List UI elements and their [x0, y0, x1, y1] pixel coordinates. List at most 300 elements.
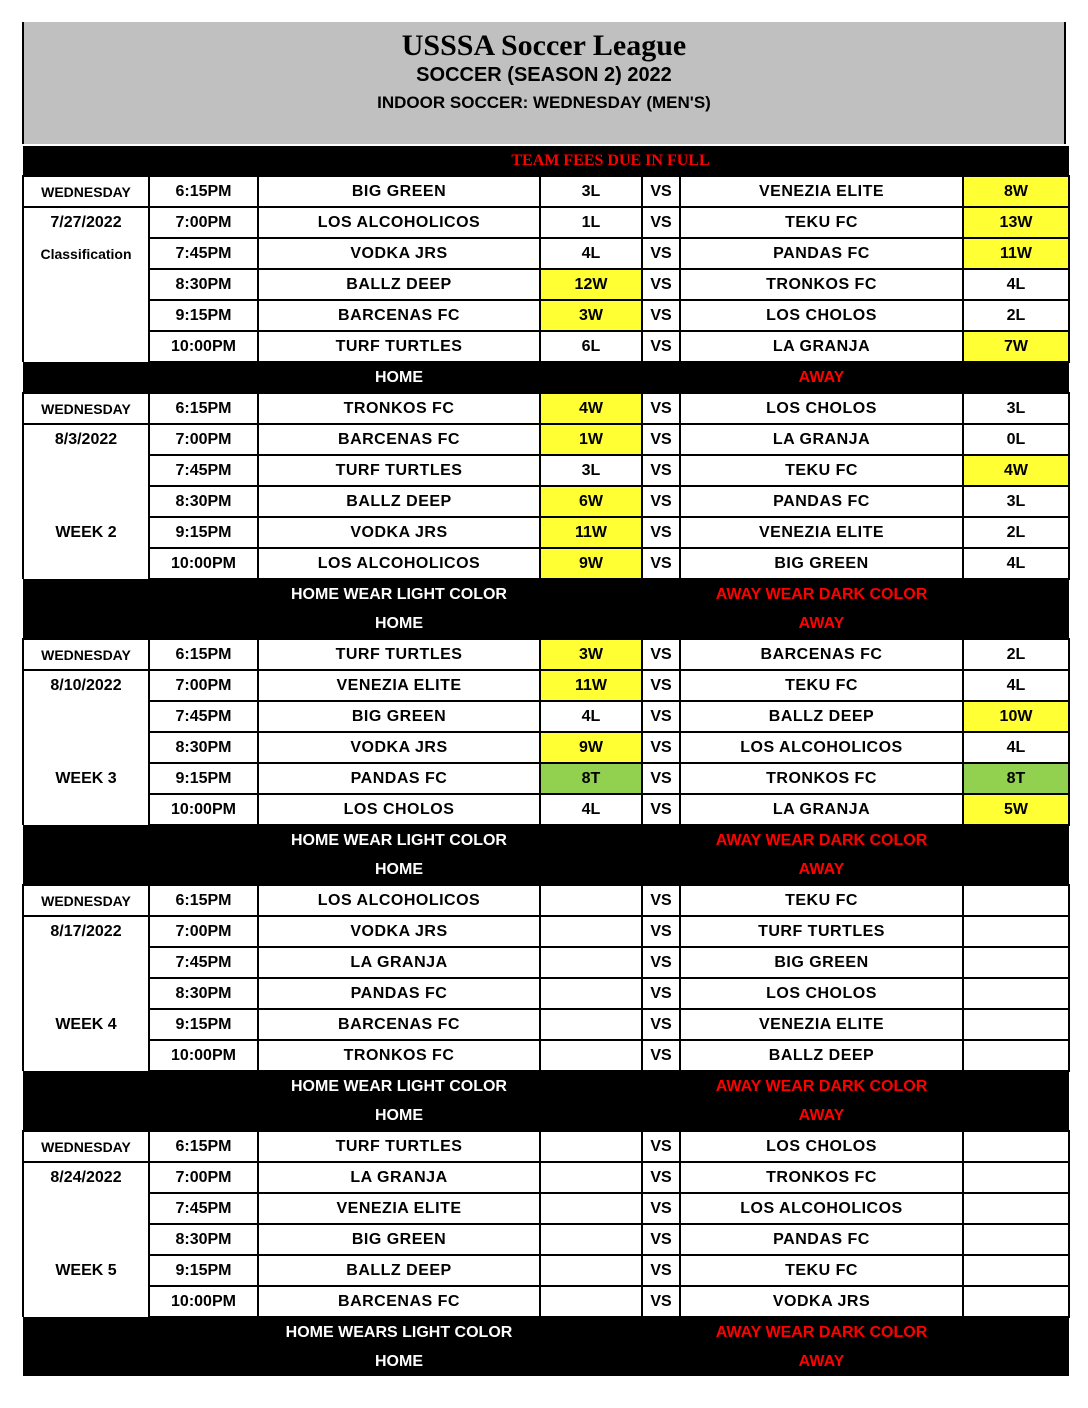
day-label: WEDNESDAY — [23, 176, 149, 207]
game-row — [23, 639, 1069, 670]
vs-label: VS — [642, 1040, 680, 1071]
label-spacer — [540, 855, 680, 885]
game-row — [23, 455, 1069, 486]
week-label: WEEK 2 — [23, 517, 149, 548]
schedule-header — [22, 22, 1066, 144]
vs-label: VS — [642, 916, 680, 947]
home-result: 8T — [540, 763, 642, 794]
game-row — [23, 176, 1069, 207]
wear-spacer — [23, 1317, 258, 1347]
away-team: TRONKOS FC — [680, 1162, 963, 1193]
away-result: 2L — [963, 300, 1069, 331]
home-label: HOME — [258, 362, 540, 393]
game-row — [23, 1040, 1069, 1071]
game-time: 8:30PM — [149, 1224, 258, 1255]
away-result: 4L — [963, 269, 1069, 300]
away-team: TEKU FC — [680, 207, 963, 238]
away-team: LA GRANJA — [680, 331, 963, 362]
vs-label: VS — [642, 238, 680, 269]
away-result: 3L — [963, 486, 1069, 517]
wear-spacer — [23, 579, 258, 609]
home-result — [540, 885, 642, 916]
home-team: BARCENAS FC — [258, 300, 540, 331]
away-result: 0L — [963, 424, 1069, 455]
day-cell-empty — [23, 947, 149, 978]
home-label: HOME — [258, 1101, 540, 1131]
game-row — [23, 1224, 1069, 1255]
date-label: 8/10/2022 — [23, 670, 149, 701]
home-away-row — [23, 609, 1069, 639]
wear-spacer — [540, 579, 680, 609]
home-team: VODKA JRS — [258, 517, 540, 548]
wear-spacer — [540, 1071, 680, 1101]
away-team: TEKU FC — [680, 1255, 963, 1286]
label-spacer — [23, 1101, 258, 1131]
vs-label: VS — [642, 1131, 680, 1162]
game-time: 9:15PM — [149, 517, 258, 548]
wear-spacer — [963, 825, 1069, 855]
label-spacer — [23, 609, 258, 639]
game-time: 9:15PM — [149, 1255, 258, 1286]
day-cell-empty — [23, 548, 149, 579]
home-label: HOME — [258, 1347, 540, 1376]
home-wear-note: HOME WEARS LIGHT COLOR — [258, 1317, 540, 1347]
vs-label: VS — [642, 978, 680, 1009]
home-result — [540, 1009, 642, 1040]
day-label: WEDNESDAY — [23, 393, 149, 424]
game-time: 10:00PM — [149, 794, 258, 825]
vs-label: VS — [642, 639, 680, 670]
game-row — [23, 763, 1069, 794]
away-team: VODKA JRS — [680, 1286, 963, 1317]
home-team: LA GRANJA — [258, 1162, 540, 1193]
season-subtitle: SOCCER (SEASON 2) 2022 — [416, 64, 672, 86]
away-result: 5W — [963, 794, 1069, 825]
away-result: 4L — [963, 732, 1069, 763]
away-wear-note: AWAY WEAR DARK COLOR — [680, 579, 963, 609]
date-label: 8/24/2022 — [23, 1162, 149, 1193]
vs-label: VS — [642, 300, 680, 331]
wear-spacer — [540, 1317, 680, 1347]
home-result: 1W — [540, 424, 642, 455]
home-team: VODKA JRS — [258, 916, 540, 947]
game-row — [23, 424, 1069, 455]
game-time: 7:45PM — [149, 947, 258, 978]
away-result — [963, 978, 1069, 1009]
game-time: 9:15PM — [149, 1009, 258, 1040]
game-time: 7:45PM — [149, 238, 258, 269]
away-team: PANDAS FC — [680, 238, 963, 269]
away-team: VENEZIA ELITE — [680, 1009, 963, 1040]
away-team: TEKU FC — [680, 885, 963, 916]
vs-label: VS — [642, 331, 680, 362]
home-wear-note: HOME WEAR LIGHT COLOR — [258, 579, 540, 609]
game-time: 7:45PM — [149, 455, 258, 486]
away-team: BALLZ DEEP — [680, 701, 963, 732]
day-cell-empty — [23, 1040, 149, 1071]
game-row — [23, 238, 1069, 269]
away-team: LA GRANJA — [680, 424, 963, 455]
wear-row — [23, 1317, 1069, 1347]
home-result: 12W — [540, 269, 642, 300]
away-result — [963, 1009, 1069, 1040]
home-result — [540, 1162, 642, 1193]
banner-spacer — [963, 146, 1069, 176]
day-cell-empty — [23, 1193, 149, 1224]
wear-row — [23, 825, 1069, 855]
day-cell-empty — [23, 794, 149, 825]
away-team: TRONKOS FC — [680, 269, 963, 300]
away-result: 3L — [963, 393, 1069, 424]
day-cell-empty — [23, 269, 149, 300]
game-row — [23, 269, 1069, 300]
home-team: BALLZ DEEP — [258, 1255, 540, 1286]
date-label: 8/17/2022 — [23, 916, 149, 947]
home-away-row — [23, 855, 1069, 885]
away-result — [963, 916, 1069, 947]
game-row — [23, 670, 1069, 701]
label-spacer — [23, 362, 258, 393]
week-label: WEEK 4 — [23, 1009, 149, 1040]
day-cell-empty — [23, 978, 149, 1009]
vs-label: VS — [642, 207, 680, 238]
game-row — [23, 1009, 1069, 1040]
game-row — [23, 548, 1069, 579]
game-row — [23, 331, 1069, 362]
away-label: AWAY — [680, 1101, 963, 1131]
game-time: 7:00PM — [149, 916, 258, 947]
home-wear-note: HOME WEAR LIGHT COLOR — [258, 825, 540, 855]
home-result — [540, 947, 642, 978]
home-team: VENEZIA ELITE — [258, 670, 540, 701]
home-team: BALLZ DEEP — [258, 269, 540, 300]
home-result — [540, 1224, 642, 1255]
wear-row — [23, 579, 1069, 609]
vs-label: VS — [642, 486, 680, 517]
day-cell-empty — [23, 486, 149, 517]
away-result — [963, 1193, 1069, 1224]
game-time: 7:00PM — [149, 207, 258, 238]
home-away-row — [23, 362, 1069, 393]
game-time: 10:00PM — [149, 331, 258, 362]
away-team: PANDAS FC — [680, 486, 963, 517]
vs-label: VS — [642, 1162, 680, 1193]
away-team: TURF TURTLES — [680, 916, 963, 947]
game-time: 8:30PM — [149, 978, 258, 1009]
home-result: 9W — [540, 732, 642, 763]
away-result: 4L — [963, 670, 1069, 701]
day-cell-empty — [23, 1224, 149, 1255]
game-time: 9:15PM — [149, 300, 258, 331]
label-spacer — [963, 609, 1069, 639]
vs-label: VS — [642, 947, 680, 978]
wear-row — [23, 1071, 1069, 1101]
game-row — [23, 732, 1069, 763]
game-time: 10:00PM — [149, 548, 258, 579]
home-result — [540, 916, 642, 947]
home-team: PANDAS FC — [258, 978, 540, 1009]
day-cell-empty — [23, 701, 149, 732]
vs-label: VS — [642, 1009, 680, 1040]
game-time: 6:15PM — [149, 639, 258, 670]
game-time: 6:15PM — [149, 1131, 258, 1162]
away-result: 11W — [963, 238, 1069, 269]
home-team: VODKA JRS — [258, 732, 540, 763]
schedule-table — [22, 146, 1070, 1376]
home-result: 3W — [540, 300, 642, 331]
game-row — [23, 885, 1069, 916]
away-wear-note: AWAY WEAR DARK COLOR — [680, 825, 963, 855]
division-label: INDOOR SOCCER: WEDNESDAY (MEN'S) — [377, 93, 711, 112]
vs-label: VS — [642, 1224, 680, 1255]
vs-label: VS — [642, 269, 680, 300]
label-spacer — [540, 609, 680, 639]
game-row — [23, 701, 1069, 732]
home-result — [540, 1255, 642, 1286]
away-team: LOS ALCOHOLICOS — [680, 732, 963, 763]
vs-label: VS — [642, 732, 680, 763]
home-team: BIG GREEN — [258, 176, 540, 207]
game-time: 7:45PM — [149, 701, 258, 732]
banner-spacer — [23, 146, 258, 176]
home-team: TRONKOS FC — [258, 1040, 540, 1071]
home-team: TRONKOS FC — [258, 393, 540, 424]
away-label: AWAY — [680, 1347, 963, 1376]
away-wear-note: AWAY WEAR DARK COLOR — [680, 1071, 963, 1101]
day-cell-empty — [23, 1286, 149, 1317]
wear-spacer — [963, 579, 1069, 609]
home-result: 3L — [540, 455, 642, 486]
week-label: WEEK 3 — [23, 763, 149, 794]
away-team: TEKU FC — [680, 670, 963, 701]
away-result — [963, 1286, 1069, 1317]
away-result — [963, 1162, 1069, 1193]
away-team: LOS CHOLOS — [680, 393, 963, 424]
game-time: 7:00PM — [149, 424, 258, 455]
wear-spacer — [963, 1071, 1069, 1101]
home-wear-note: HOME WEAR LIGHT COLOR — [258, 1071, 540, 1101]
classification-label: Classification — [23, 238, 149, 269]
home-label: HOME — [258, 609, 540, 639]
day-cell-empty — [23, 331, 149, 362]
game-time: 8:30PM — [149, 269, 258, 300]
home-result: 4L — [540, 238, 642, 269]
home-team: LA GRANJA — [258, 947, 540, 978]
home-team: LOS ALCOHOLICOS — [258, 885, 540, 916]
game-row — [23, 1162, 1069, 1193]
away-result — [963, 1255, 1069, 1286]
wear-spacer — [23, 825, 258, 855]
game-time: 9:15PM — [149, 763, 258, 794]
home-result: 4L — [540, 701, 642, 732]
away-result: 10W — [963, 701, 1069, 732]
home-result — [540, 1131, 642, 1162]
label-spacer — [963, 362, 1069, 393]
away-label: AWAY — [680, 609, 963, 639]
away-team: BIG GREEN — [680, 947, 963, 978]
home-team: BIG GREEN — [258, 701, 540, 732]
vs-label: VS — [642, 176, 680, 207]
game-time: 7:45PM — [149, 1193, 258, 1224]
vs-label: VS — [642, 393, 680, 424]
home-result: 6L — [540, 331, 642, 362]
home-result: 11W — [540, 670, 642, 701]
away-team: PANDAS FC — [680, 1224, 963, 1255]
away-team: BARCENAS FC — [680, 639, 963, 670]
day-cell-empty — [23, 732, 149, 763]
away-label: AWAY — [680, 362, 963, 393]
vs-label: VS — [642, 794, 680, 825]
game-row — [23, 1131, 1069, 1162]
home-team: TURF TURTLES — [258, 455, 540, 486]
away-label: AWAY — [680, 855, 963, 885]
away-result: 2L — [963, 639, 1069, 670]
date-label: 8/3/2022 — [23, 424, 149, 455]
wear-spacer — [963, 1317, 1069, 1347]
vs-label: VS — [642, 1286, 680, 1317]
home-result: 6W — [540, 486, 642, 517]
away-team: LOS CHOLOS — [680, 1131, 963, 1162]
away-team: BIG GREEN — [680, 548, 963, 579]
week-label: WEEK 5 — [23, 1255, 149, 1286]
game-time: 6:15PM — [149, 176, 258, 207]
home-team: BARCENAS FC — [258, 424, 540, 455]
game-row — [23, 300, 1069, 331]
fees-banner: TEAM FEES DUE IN FULL — [258, 146, 963, 176]
home-result: 3W — [540, 639, 642, 670]
vs-label: VS — [642, 517, 680, 548]
day-cell-empty — [23, 455, 149, 486]
away-team: LA GRANJA — [680, 794, 963, 825]
vs-label: VS — [642, 548, 680, 579]
label-spacer — [540, 362, 680, 393]
away-team: TEKU FC — [680, 455, 963, 486]
game-row — [23, 947, 1069, 978]
home-team: LOS ALCOHOLICOS — [258, 548, 540, 579]
away-team: VENEZIA ELITE — [680, 517, 963, 548]
vs-label: VS — [642, 1255, 680, 1286]
home-team: PANDAS FC — [258, 763, 540, 794]
wear-spacer — [540, 825, 680, 855]
date-label: 7/27/2022 — [23, 207, 149, 238]
home-result: 4L — [540, 794, 642, 825]
home-result: 4W — [540, 393, 642, 424]
away-result: 8T — [963, 763, 1069, 794]
vs-label: VS — [642, 670, 680, 701]
game-time: 8:30PM — [149, 486, 258, 517]
game-time: 10:00PM — [149, 1286, 258, 1317]
away-team: LOS ALCOHOLICOS — [680, 1193, 963, 1224]
away-team: TRONKOS FC — [680, 763, 963, 794]
game-row — [23, 1193, 1069, 1224]
home-team: LOS ALCOHOLICOS — [258, 207, 540, 238]
game-row — [23, 916, 1069, 947]
vs-label: VS — [642, 701, 680, 732]
home-team: TURF TURTLES — [258, 639, 540, 670]
vs-label: VS — [642, 455, 680, 486]
away-result: 2L — [963, 517, 1069, 548]
game-time: 7:00PM — [149, 670, 258, 701]
vs-label: VS — [642, 1193, 680, 1224]
home-result — [540, 1193, 642, 1224]
wear-spacer — [23, 1071, 258, 1101]
game-time: 6:15PM — [149, 885, 258, 916]
home-result: 9W — [540, 548, 642, 579]
away-team: VENEZIA ELITE — [680, 176, 963, 207]
vs-label: VS — [642, 763, 680, 794]
home-team: VENEZIA ELITE — [258, 1193, 540, 1224]
game-time: 7:00PM — [149, 1162, 258, 1193]
label-spacer — [540, 1101, 680, 1131]
label-spacer — [963, 855, 1069, 885]
away-result: 13W — [963, 207, 1069, 238]
away-result — [963, 885, 1069, 916]
day-label: WEDNESDAY — [23, 885, 149, 916]
home-result: 3L — [540, 176, 642, 207]
home-result: 1L — [540, 207, 642, 238]
away-result: 8W — [963, 176, 1069, 207]
away-result — [963, 1040, 1069, 1071]
home-team: TURF TURTLES — [258, 331, 540, 362]
away-result: 4L — [963, 548, 1069, 579]
day-label: WEDNESDAY — [23, 1131, 149, 1162]
game-row — [23, 486, 1069, 517]
away-wear-note: AWAY WEAR DARK COLOR — [680, 1317, 963, 1347]
game-row — [23, 978, 1069, 1009]
away-result: 4W — [963, 455, 1069, 486]
game-time: 10:00PM — [149, 1040, 258, 1071]
game-row — [23, 517, 1069, 548]
game-row — [23, 1286, 1069, 1317]
home-result — [540, 1286, 642, 1317]
league-title: USSSA Soccer League — [401, 29, 687, 62]
label-spacer — [540, 1347, 680, 1376]
label-spacer — [23, 855, 258, 885]
game-time: 6:15PM — [149, 393, 258, 424]
home-result: 11W — [540, 517, 642, 548]
home-team: BALLZ DEEP — [258, 486, 540, 517]
home-team: BIG GREEN — [258, 1224, 540, 1255]
label-spacer — [23, 1347, 258, 1376]
home-team: BARCENAS FC — [258, 1286, 540, 1317]
away-team: BALLZ DEEP — [680, 1040, 963, 1071]
away-result — [963, 947, 1069, 978]
home-label: HOME — [258, 855, 540, 885]
home-result — [540, 978, 642, 1009]
home-team: BARCENAS FC — [258, 1009, 540, 1040]
away-team: LOS CHOLOS — [680, 300, 963, 331]
away-team: LOS CHOLOS — [680, 978, 963, 1009]
day-cell-empty — [23, 300, 149, 331]
home-team: VODKA JRS — [258, 238, 540, 269]
away-result — [963, 1224, 1069, 1255]
away-result: 7W — [963, 331, 1069, 362]
game-row — [23, 794, 1069, 825]
day-label: WEDNESDAY — [23, 639, 149, 670]
home-result — [540, 1040, 642, 1071]
game-row — [23, 393, 1069, 424]
away-result — [963, 1131, 1069, 1162]
home-team: LOS CHOLOS — [258, 794, 540, 825]
home-away-row — [23, 1101, 1069, 1131]
game-time: 8:30PM — [149, 732, 258, 763]
vs-label: VS — [642, 424, 680, 455]
home-away-row — [23, 1347, 1069, 1376]
label-spacer — [963, 1347, 1069, 1376]
game-row — [23, 1255, 1069, 1286]
label-spacer — [963, 1101, 1069, 1131]
home-team: TURF TURTLES — [258, 1131, 540, 1162]
